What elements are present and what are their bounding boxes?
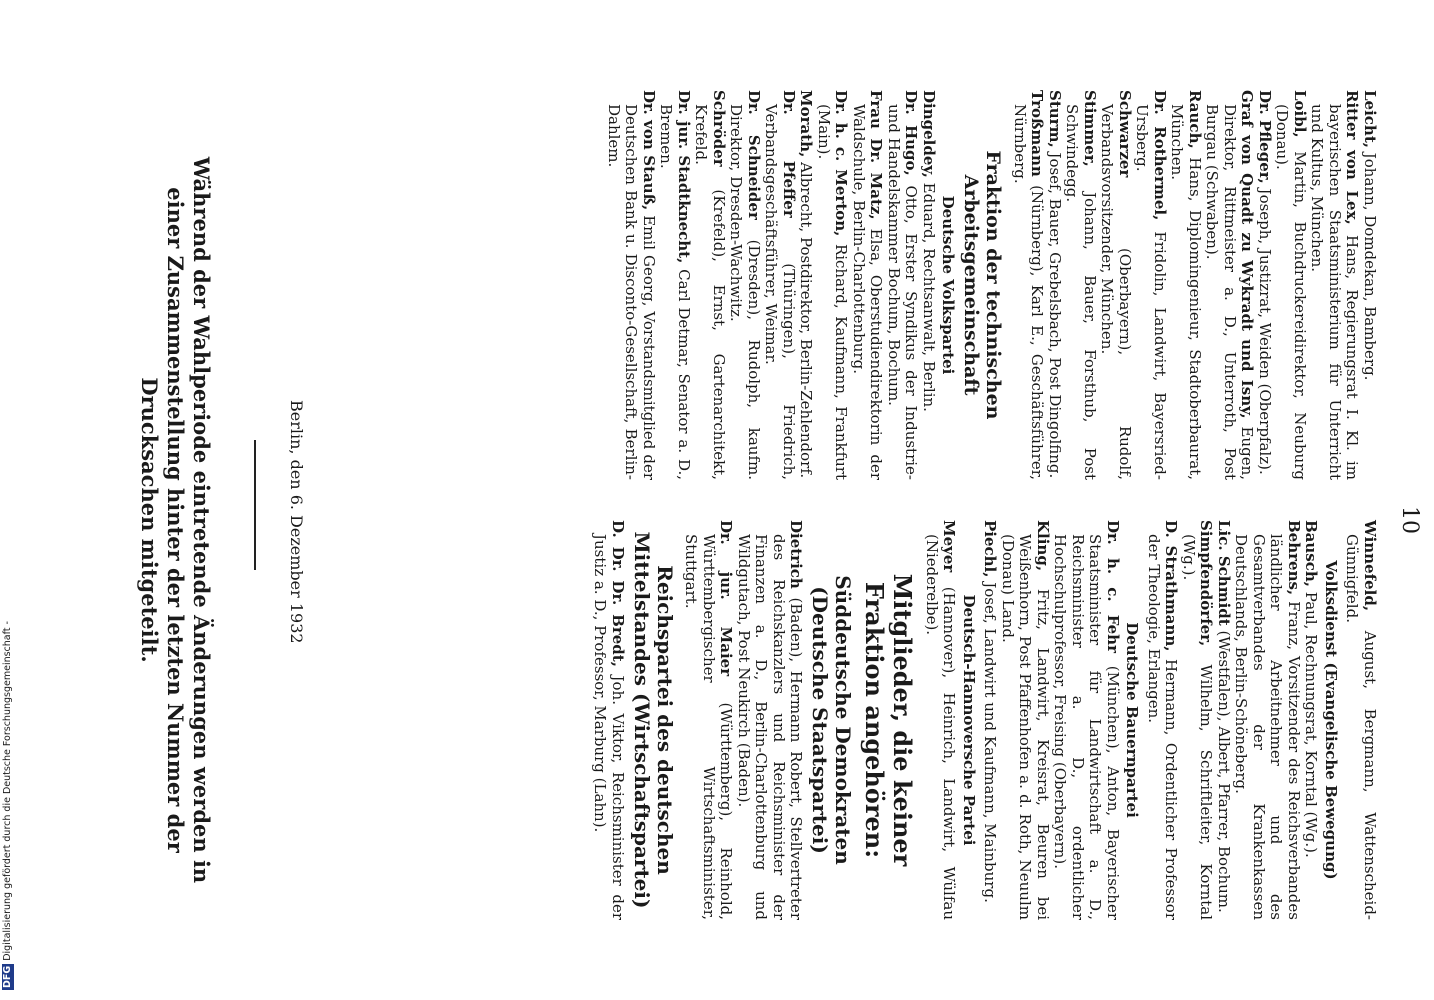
member-name: Kling, (1034, 520, 1052, 572)
member-entry (1098, 90, 1133, 480)
member-name: Dr. von Stauß, (640, 90, 658, 211)
member-entry (657, 90, 692, 480)
member-entry (923, 520, 958, 920)
member-name: Dr. h. c. Merton, (832, 90, 851, 237)
member-entry (1343, 520, 1378, 920)
member-name: Morath, (797, 90, 816, 158)
member-details: Hans, Regierungsrat I. Kl. im bayerischen Staatsministerium für Unterricht und Kultus, München. (1308, 104, 1362, 480)
member-details: (Thüringen), Friedrich, Verbandsgeschäftsführer, Weimar. (762, 104, 798, 480)
member-name: Simpfendörfer, (1197, 520, 1216, 647)
member-details: Johann, Domdekan, Bamberg. (1361, 147, 1379, 381)
dfg-logo: DFG (2, 965, 13, 988)
member-name: Lic. Schmidt (1215, 520, 1233, 626)
member-entry (1063, 90, 1098, 480)
member-name: Dr. Hugo, (902, 90, 921, 176)
footer-note: Während der Wahlperiode eintretende Änderungen werden in einer Zusammenstellung hinter der letzten Nummer der Drucksachen mitgeteilt. (137, 156, 214, 884)
member-details: (Krefeld), Ernst, Gartenarchitekt, Krefeld. (692, 104, 728, 480)
party-heading: Deutsche Bauernpartei (1123, 622, 1142, 818)
member-details: Joseph, Justizrat, Weiden (Oberpfalz). (1256, 183, 1274, 475)
member-details: Hans, Diplomingenieur, Stadtoberbaurat, München. (1168, 104, 1204, 480)
member-name: Behrens, (1285, 520, 1303, 596)
member-entry (605, 90, 658, 480)
member-name: Bausch, (1302, 520, 1321, 588)
member-entry (1215, 520, 1233, 920)
divider-rule-1 (254, 440, 256, 570)
member-details: Joh. Viktor, Reichsminister der Justiz a. D., Professor, Marburg (Lahn). (591, 534, 627, 921)
party-heading: Deutsche Volkspartei (939, 195, 958, 375)
member-entry (885, 90, 920, 480)
section-heading: Süddeutsche Demokraten (Deutsche Staatspartei) (808, 575, 856, 865)
page-number: 10 (1397, 506, 1422, 534)
member-name: Meyer (940, 520, 959, 573)
member-entry (735, 520, 805, 920)
member-entry (797, 90, 815, 480)
member-entry (920, 90, 938, 480)
member-entry (1308, 90, 1361, 480)
member-entry (981, 520, 999, 920)
member-entry (1203, 90, 1256, 480)
member-name: D. Dr. Dr. Bredt, (609, 520, 627, 667)
digitization-credit (2, 610, 14, 990)
member-details: Fritz, Landwirt, Kreisrat, Beuren bei Weißenhorn, Post Pfaffenhofen a. d. Roth, Neuulm (Donau) Land. (999, 534, 1052, 920)
member-details: Eduard, Rechtsanwalt, Berlin. (920, 177, 938, 412)
member-details: (Nürnberg), Karl E., Geschäftsführer, Nürnberg. (1011, 104, 1047, 480)
section-heading: Reichspartei des deutschen Mittelstandes (Wirtschaftspartei) (630, 531, 677, 909)
member-details: (Westfalen), Albert, Pfarrer, Bochum. (1215, 625, 1233, 913)
section-heading: Fraktion der technischen Arbeitsgemeinschaft (960, 150, 1005, 420)
member-details: Johann, Bauer, Forsthub, Post Schwindegg. (1063, 104, 1099, 480)
member-entry (682, 520, 735, 920)
member-name: Troßmann (1028, 90, 1047, 177)
member-details: Wilhelm, Schriftleiter, Korntal (Wg.). (1180, 534, 1216, 920)
section-heading: Mitglieder, die keiner Fraktion angehören: (860, 573, 918, 867)
member-entry (1133, 90, 1168, 480)
member-entry (1232, 520, 1302, 920)
member-details: Albrecht, Postdirektor, Berlin-Zehlendorf. (797, 157, 816, 479)
member-name: Schwarzer (1116, 90, 1134, 178)
member-name: Stimmer, (1081, 90, 1099, 167)
member-entry (815, 90, 850, 480)
member-details: Richard, Kaufmann, Frankfurt (Main). (815, 104, 851, 480)
member-details: Emil Georg, Vorstandsmitglied der Deutschen Bank u. Disconto-Gesellschaft, Berlin-Dahlem. (605, 104, 658, 480)
member-details: Elsa, Oberstudiendirektorin der Waldschule, Berlin-Charlottenburg. (850, 104, 886, 480)
member-name: Leicht, (1361, 90, 1379, 148)
member-name: Sturm, (1046, 90, 1064, 148)
member-details: Otto, Erster Syndikus der Industrie- und Handelskammer Bochum, Bochum. (885, 104, 921, 480)
member-entry (999, 520, 1052, 920)
left-column (605, 90, 1379, 480)
member-details: Franz, Vorsitzender des Reichsverbandes ländlicher Arbeitnehmer und des Gesamtverbandes der Krankenkassen Deutschlands, Berlin-Schöneberg. (1232, 534, 1303, 920)
member-details: (Dresden), Rudolph, kaufm. Direktor, Dresden-Wachwitz. (727, 104, 763, 481)
member-name: D. Strathmann, (1162, 520, 1181, 652)
credit-text: Digitalisierung gefördert durch die Deutsche Forschungsgemeinschaft - (2, 621, 13, 961)
member-entry (1302, 520, 1320, 920)
member-name: Dr. Schneider (745, 90, 763, 220)
member-details: Fridolin, Landwirt, Bayersried-Ursberg. (1133, 104, 1169, 480)
member-name: Dr. h. c. Fehr (1104, 520, 1122, 653)
member-name: Dr. jur. Maier (717, 520, 736, 677)
member-entry (1273, 90, 1308, 480)
member-name: Dr. jur. Stadtknecht, (675, 90, 693, 264)
member-details: Martin, Buchdruckereidirektor, Neuburg (Donau). (1273, 104, 1309, 480)
party-heading: Volksdienst (Evangelische Bewegung) (1322, 560, 1340, 880)
member-name: Winnefeld, (1361, 520, 1379, 612)
member-name: Dr. Rothermel, (1151, 90, 1169, 221)
member-name: Loibl, (1291, 90, 1309, 138)
member-details: Josef, Landwirt und Kaufmann, Mainburg. (981, 577, 1000, 903)
member-name: Rauch, (1186, 90, 1204, 149)
member-name: Schröder (710, 90, 728, 167)
party-heading: Deutsch-Hannoversche Partei (960, 594, 978, 846)
member-entry (1046, 90, 1064, 480)
member-entry (1361, 90, 1379, 480)
member-name: Frau Dr. Matz, (867, 90, 886, 220)
member-details: (Baden), Hermann Robert, Stellvertreter des Reichskanzlers und Reichsminister der Finanzen a. D., Berlin-Charlottenburg und Wildgutach, Post Neukirch (Baden). (735, 534, 806, 920)
member-details: Carl Detmar, Senator a. D., Bremen. (657, 104, 693, 480)
member-details: (Württemberg), Reinhold, Württembergischer Wirtschaftsminister, Stuttgart. (682, 534, 736, 921)
member-details: Eugen, Direktor, Rittmeister a. D., Unterroth, Post Burgau (Schwaben). (1203, 104, 1257, 480)
member-details: (München), Anton, Bayerischer Staatsminister für Landwirtschaft a. D., Reichsminister a. D., ordentlicher Hochschulprofessor, Freising (Oberbayern). (1051, 534, 1122, 920)
member-details: Hermann, Ordentlicher Professor der Theologie, Erlangen. (1145, 534, 1181, 920)
member-entry (1168, 90, 1203, 480)
member-name: Dr. Pfeffer (780, 90, 798, 218)
member-name: Dietrich (787, 520, 806, 589)
member-name: Graf von Quadt zu Wykradt und Isny, (1238, 90, 1257, 419)
member-entry (1051, 520, 1121, 920)
member-entry (1145, 520, 1180, 920)
member-entry (850, 90, 885, 480)
member-entry (591, 520, 626, 920)
member-details: (Hannover), Heinrich, Landwirt, Wülfau (Niederelbe). (923, 534, 959, 920)
member-name: Piechl, (981, 520, 1000, 578)
member-name: Dingeldey, (920, 90, 938, 178)
member-entry (692, 90, 727, 480)
member-entry (1180, 520, 1215, 920)
member-entry (762, 90, 797, 480)
member-entry (727, 90, 762, 480)
member-details: Paul, Rechnungsrat, Korntal (Wg.). (1302, 587, 1321, 858)
date-line: Berlin, den 6. Dezember 1932 (287, 400, 306, 644)
right-column (591, 520, 1378, 920)
member-name: Dr. Pfleger, (1256, 90, 1274, 184)
member-details: Josef, Bauer, Grebelsbach, Post Dingolfing. (1046, 147, 1064, 479)
member-details: (Oberbayern), Rudolf, Verbandsvorsitzender, München. (1098, 104, 1134, 480)
member-entry (1011, 90, 1046, 480)
member-entry (1256, 90, 1274, 480)
member-details: August, Bergmann, Wattenscheid-Günnigfeld. (1343, 534, 1379, 920)
member-name: Ritter von Lex, (1343, 90, 1362, 225)
